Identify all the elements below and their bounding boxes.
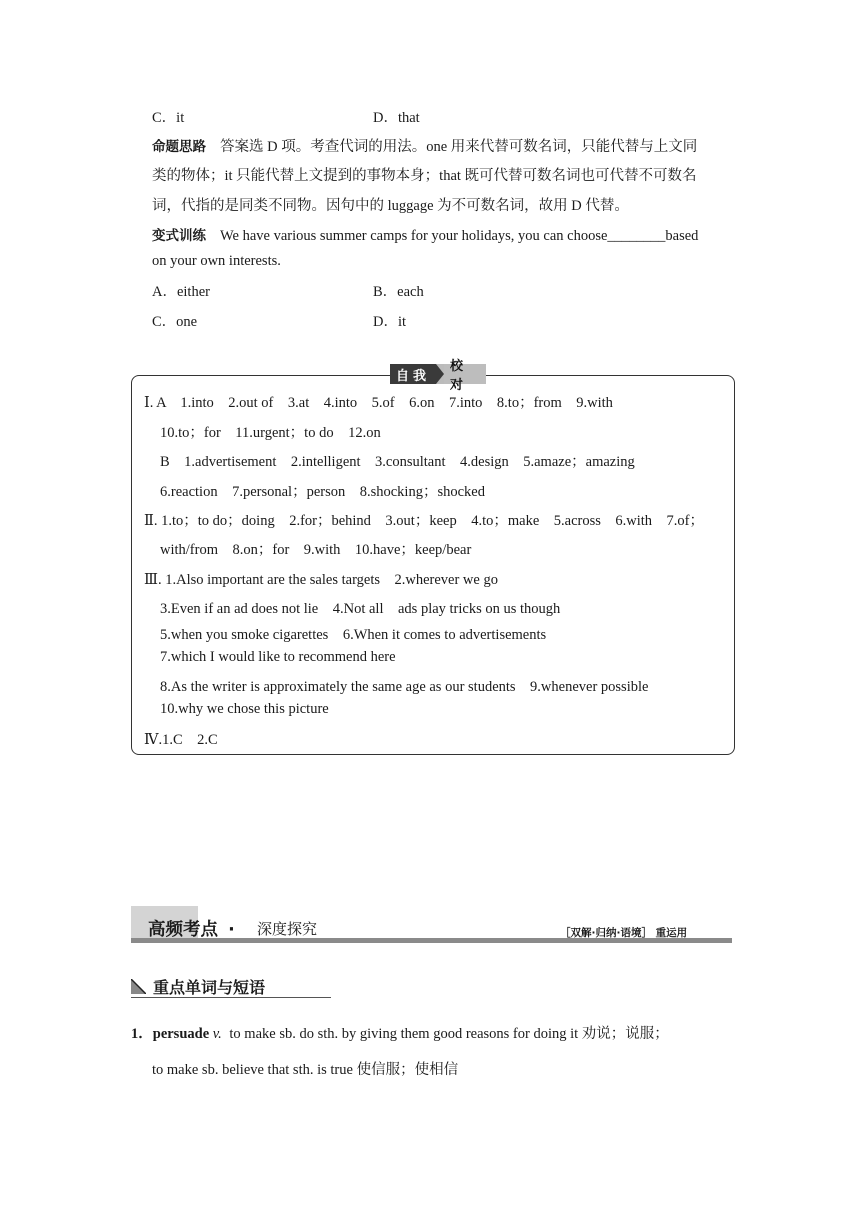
option-c: C．it — [152, 110, 185, 126]
analysis-line3: 词，代指的是同类不同物。因句中的 luggage 为不可数名词，故用 D 代替。 — [152, 198, 629, 214]
entry-def-line2: to make sb. believe that sth. is true 使信服；使相信 — [152, 1062, 459, 1078]
answer-line: 10.to；for 11.urgent；to do 12.on — [160, 425, 381, 441]
badge-arrow-icon — [436, 364, 444, 384]
answer-line: Ⅲ. 1.Also important are the sales targets 2.wherever we go — [144, 572, 498, 588]
vocab-entry — [131, 1022, 669, 1043]
analysis-label: 命题思路 — [152, 139, 206, 155]
entry-word: persuade — [152, 1026, 210, 1042]
variant-option-d: D．it — [373, 314, 407, 330]
section-title-text: 高频考点 — [148, 920, 218, 940]
variant-label: 变式训练 — [152, 228, 206, 244]
analysis-line1: 答案选 D 项。考查代词的用法。one 用来代替可数名词，只能代替与上文同 — [220, 139, 698, 155]
answer-line: Ⅳ.1.C 2.C — [144, 732, 218, 748]
entry-number: 1． — [131, 1026, 153, 1042]
answer-line: 6.reaction 7.personal；person 8.shocking；shocked — [160, 484, 485, 500]
variant-option-a: A．either — [152, 284, 210, 300]
entry-pos: v. — [212, 1026, 222, 1042]
entry-def-line1: to make sb. do sth. by giving them good reasons for doing it 劝说；说服； — [229, 1026, 669, 1042]
self-check-badge — [390, 359, 486, 393]
answer-line: 7.which I would like to recommend here — [160, 649, 396, 665]
analysis-paragraph — [152, 135, 697, 156]
answer-line: 3.Even if an ad does not lie 4.Not all ads play tricks on us though — [160, 601, 561, 617]
corner-triangle-icon — [131, 979, 146, 994]
answer-line: 5.when you smoke cigarettes 6.When it comes to advertisements — [160, 627, 547, 643]
sub-heading-rule — [131, 997, 331, 998]
answer-line: Ⅰ. A 1.into 2.out of 3.at 4.into 5.of 6.on 7.into 8.to；from 9.with — [144, 395, 613, 411]
variant-option-c: C．one — [152, 314, 198, 330]
answer-line: B 1.advertisement 2.intelligent 3.consultant 4.design 5.amaze；amazing — [160, 454, 635, 470]
section-title — [148, 916, 239, 941]
badge-right: 校对 — [444, 364, 486, 384]
badge-left: 自我 — [390, 364, 436, 384]
answer-line: with/from 8.on；for 9.with 10.have；keep/bear — [160, 542, 472, 558]
section-separator: · — [228, 920, 235, 940]
answer-line: Ⅱ. 1.to；to do；doing 2.for；behind 3.out；keep 4.to；make 5.across 6.with 7.of； — [144, 513, 704, 529]
sub-heading: 重点单词与短语 — [153, 978, 266, 997]
variant-paragraph — [152, 224, 698, 245]
section-subtitle: 深度探究 — [257, 920, 318, 938]
option-d: D．that — [373, 110, 420, 126]
section-right-tag: ［双解·归纳·语境］ 重运用 — [560, 927, 688, 939]
analysis-line2: 类的物体；it 只能代替上文提到的事物本身；that 既可代替可数名词也可代替不可数名 — [152, 168, 697, 184]
variant-line1: We have various summer camps for your holidays, you can choose________based — [220, 228, 699, 244]
answer-line: 10.why we chose this picture — [160, 701, 329, 717]
answer-line: 8.As the writer is approximately the same age as our students 9.whenever possible — [160, 679, 649, 695]
variant-line2: on your own interests. — [152, 253, 281, 269]
variant-option-b: B．each — [373, 284, 424, 300]
